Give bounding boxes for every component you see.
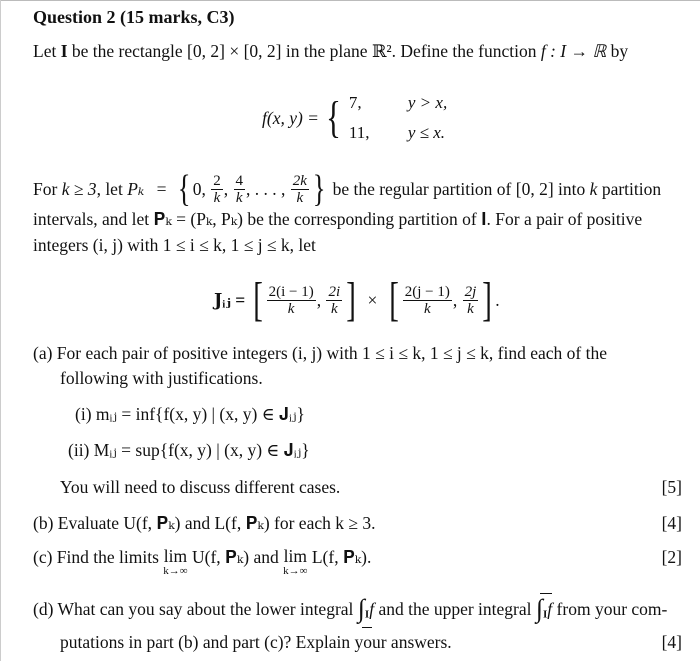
part-a-line1: (a) For each pair of positive integers (i, j) with 1 ≤ i ≤ k, 1 ≤ j ≤ k, find each of the <box>33 343 607 363</box>
fraction-2-over-k: $\frac{2}{k}$ <box>213 172 221 206</box>
part-a-line2: following with justifications. <box>60 368 263 388</box>
fraction-2k-over-k: $\frac{2k}{k}$ <box>292 172 307 206</box>
part-c-t2: U(f, 𝐏ₖ) and <box>187 547 284 567</box>
intro-I: I <box>60 41 68 61</box>
upper-integral-domain: I <box>543 608 548 621</box>
partition-cond: k ≥ 3 <box>61 179 97 199</box>
lower-integral-icon: ∫ <box>358 596 365 622</box>
fraction-2j-1-over-k: $\frac{2(j - 1)}{k}$ <box>404 283 450 317</box>
case2-value: 11, <box>348 123 370 142</box>
cases-conditions <box>408 88 447 148</box>
part-d-f1: f <box>369 599 375 619</box>
intro-fmap: f : I → ℝ <box>540 41 607 61</box>
set-close-brace: } <box>312 168 326 210</box>
Jij-period: . <box>495 290 500 310</box>
Jij-lhs: 𝐉ᵢⱼ = <box>214 290 246 310</box>
cases-values <box>349 88 370 148</box>
part-d-t2: and the upper integral <box>374 599 536 619</box>
intro-R2: ℝ² <box>371 41 392 61</box>
part-a-ii: (ii) Mᵢⱼ = sup{f(x, y) | (x, y) ∈ 𝐉ᵢⱼ} <box>68 440 310 460</box>
left-bracket-2: [ <box>388 273 399 326</box>
right-bracket-2: ] <box>482 273 493 326</box>
intro-line <box>33 40 628 62</box>
partition-t2: , let <box>96 179 128 199</box>
part-d-t1: (d) What can you say about the lower integral <box>33 599 358 619</box>
lower-integral-domain: I <box>364 608 370 621</box>
partition-zero: 0, <box>192 179 206 199</box>
fraction-2i-over-k: $\frac{2i}{k}$ <box>328 283 341 317</box>
Jij-definition: 𝐉ᵢⱼ = [ $\frac{2(i - 1)}{k}$ , $\frac{2i}{k}$ ] × [ $\frac{2(j - 1)}{k}$ , $\frac{2j}{k}$ ] . <box>214 273 500 326</box>
times-sign: × <box>367 290 378 310</box>
part-d-t3: from your com- <box>552 599 668 619</box>
part-d-f2: f <box>547 599 553 619</box>
partition-line3: integers (i, j) with 1 ≤ i ≤ k, 1 ≤ j ≤ k, let <box>33 235 316 255</box>
part-c-marks: [2] <box>661 547 682 567</box>
intro-t1: Let <box>33 41 61 61</box>
limit-2: lim k→∞ <box>283 546 308 577</box>
fraction-2i-1-over-k: $\frac{2(i - 1)}{k}$ <box>268 283 314 317</box>
part-c-line <box>33 546 371 582</box>
part-c-t3: L(f, 𝐏ₖ). <box>307 547 372 567</box>
part-c-t1: (c) Find the limits <box>33 547 164 567</box>
partition-t4: into <box>553 179 590 199</box>
partition-interval: [0, 2] <box>515 179 554 199</box>
fraction-2j-over-k: $\frac{2j}{k}$ <box>464 283 477 317</box>
part-d-line1 <box>33 596 667 626</box>
part-a-i: (i) mᵢⱼ = inf{f(x, y) | (x, y) ∈ 𝐉ᵢⱼ} <box>75 404 305 424</box>
upper-integral-icon: ∫ <box>536 596 543 622</box>
intro-t5: by <box>606 41 629 61</box>
left-border <box>0 0 1 661</box>
intro-t2: be the rectangle <box>67 41 188 61</box>
partition-line: For k ≥ 3, let Pₖ = { 0, $\frac{2}{k}$ , $\frac{4}{k}$ , . . . , $\frac{2k}{k}$ } be the regular partition of [0, 2] into k partition <box>33 168 662 210</box>
part-b-text: (b) Evaluate U(f, 𝐏ₖ) and L(f, 𝐏ₖ) for each k ≥ 3. <box>33 513 376 533</box>
case2-condition: y ≤ x. <box>407 123 446 142</box>
part-d-line2: putations in part (b) and part (c)? Explain your answers. <box>60 632 452 652</box>
intro-rect: [0, 2] × [0, 2] <box>187 41 282 61</box>
question-heading: Question 2 (15 marks, C3) <box>33 7 235 27</box>
right-bracket-1: ] <box>346 273 356 326</box>
function-definition <box>262 88 447 148</box>
partition-Pk: Pₖ <box>127 179 145 199</box>
case1-value: 7, <box>348 93 362 112</box>
partition-t1: For <box>33 179 62 199</box>
partition-dots: , . . . , <box>246 179 286 199</box>
part-d-marks: [4] <box>661 632 682 652</box>
part-b-marks: [4] <box>661 513 682 533</box>
top-border <box>0 0 700 1</box>
case1-condition: y > x, <box>407 93 448 112</box>
left-bracket-1: [ <box>252 273 263 326</box>
part-a-note: You will need to discuss different cases. <box>60 477 341 497</box>
partition-line2: intervals, and let 𝐏ₖ = (Pₖ, Pₖ) be the corresponding partition of 𝐈. For a pair of positive <box>33 209 643 229</box>
partition-k: k <box>589 179 598 199</box>
intro-t3: in the plane <box>281 41 372 61</box>
limit-1: lim k→∞ <box>163 546 188 577</box>
partition-t3: be the regular partition of <box>328 179 516 199</box>
partition-t5: partition <box>597 179 662 199</box>
fraction-4-over-k: $\frac{4}{k}$ <box>235 172 244 206</box>
set-open-brace: { <box>177 168 191 210</box>
function-lhs: f(x, y) = <box>262 108 319 128</box>
intro-t4: . Define the function <box>391 41 541 61</box>
partition-eq: = <box>156 179 167 199</box>
cases-brace: { <box>326 93 342 142</box>
part-a-marks: [5] <box>661 477 682 497</box>
